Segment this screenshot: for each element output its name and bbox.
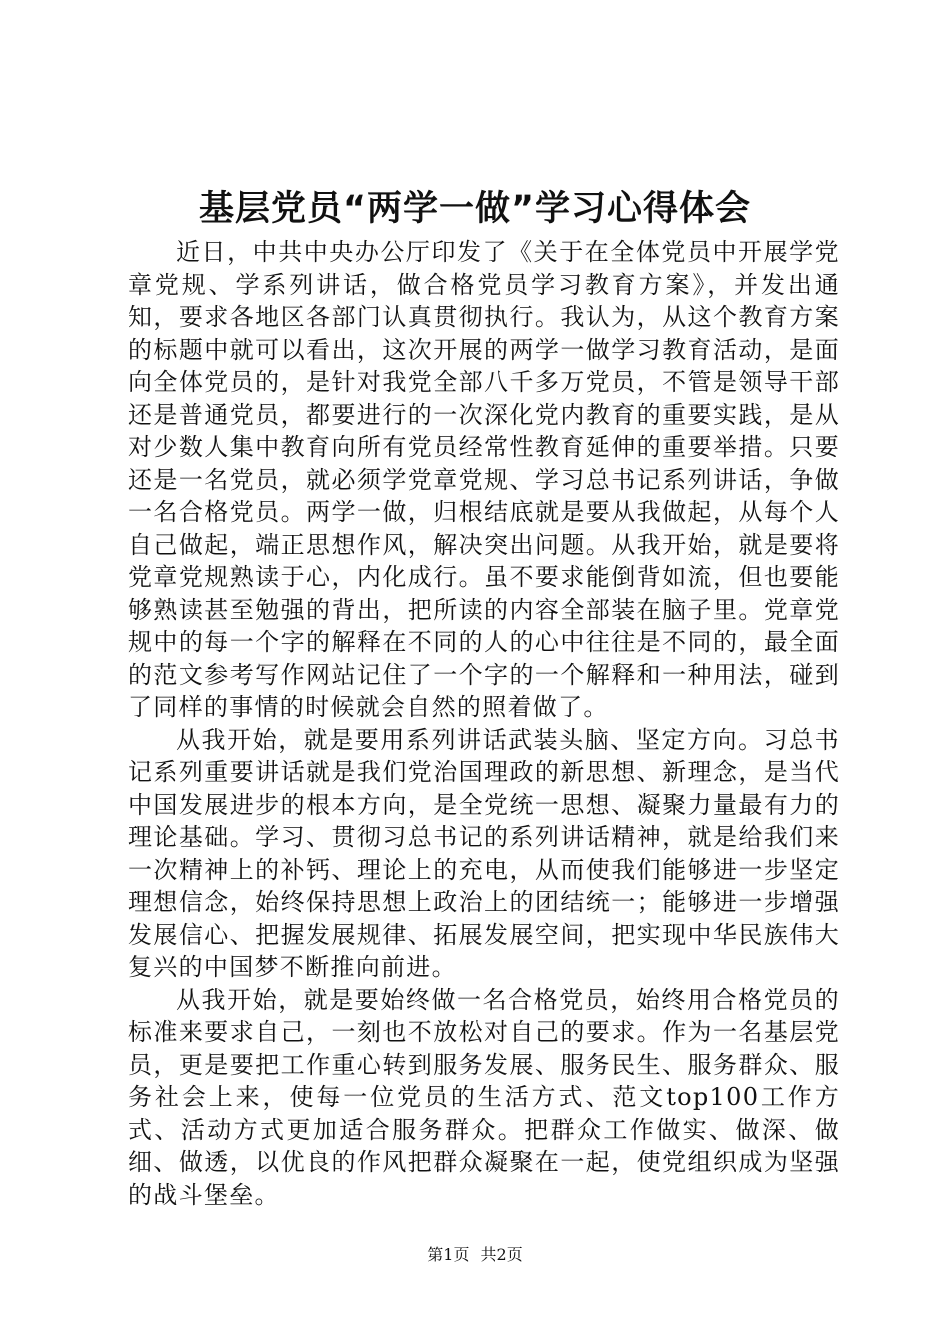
document-title: 基层党员“两学一做”学习心得体会 [198,189,751,229]
page-total: 共2页 [480,1245,523,1264]
page-footer [0,1243,950,1267]
paragraph-3: 从我开始，就是要始终做一名合格党员，始终用合格党员的标准来要求自己，一刻也不放松对自己的要求。作为一名基层党员，更是要把工作重心转到服务发展、服务民生、服务群众、服务社会上来，使每一位党员的生活方式、范文top100工作方式、活动方式更加适合服务群众。把群众工作做实、做深、做细、做透，以优良的作风把群众凝聚在一起，使党组织成为坚强的战斗堡垒。 [128,985,840,1209]
document-body [128,236,840,1211]
paragraph-2: 从我开始，就是要用系列讲话武装头脑、坚定方向。习总书记系列重要讲话就是我们党治国理政的新思想、新理念，是当代中国发展进步的根本方向，是全党统一思想、凝聚力量最有力的理论基础。学习、贯彻习总书记的系列讲话精神，就是给我们来一次精神上的补钙、理论上的充电，从而使我们能够进一步坚定理想信念，始终保持思想上政治上的团结统一；能够进一步增强发展信心、把握发展规律、拓展发展空间，把实现中华民族伟大复兴的中国梦不断推向前进。 [128,725,840,981]
paragraph-1: 近日，中共中央办公厅印发了《关于在全体党员中开展学党章党规、学系列讲话，做合格党员学习教育方案》，并发出通知，要求各地区各部门认真贯彻执行。我认为，从这个教育方案的标题中就可以看出，这次开展的两学一做学习教育活动，是面向全体党员的，是针对我党全部八千多万党员，不管是领导干部还是普通党员，都要进行的一次深化党内教育的重要实践，是从对少数人集中教育向所有党员经常性教育延伸的重要举措。只要还是一名党员，就必须学党章党规、学习总书记系列讲话，争做一名合格党员。两学一做，归根结底就是要从我做起，从每个人自己做起，端正思想作风，解决突出问题。从我开始，就是要将党章党规熟读于心，内化成行。虽不要求能倒背如流，但也要能够熟读甚至勉强的背出，把所读的内容全部装在脑子里。党章党规中的每一个字的解释在不同的人的心中往往是不同的，最全面的范文参考写作网站记住了一个字的一个解释和一种用法，碰到了同样的事情的时候就会自然的照着做了。 [128,238,840,721]
page-number: 第1页 [427,1245,470,1264]
